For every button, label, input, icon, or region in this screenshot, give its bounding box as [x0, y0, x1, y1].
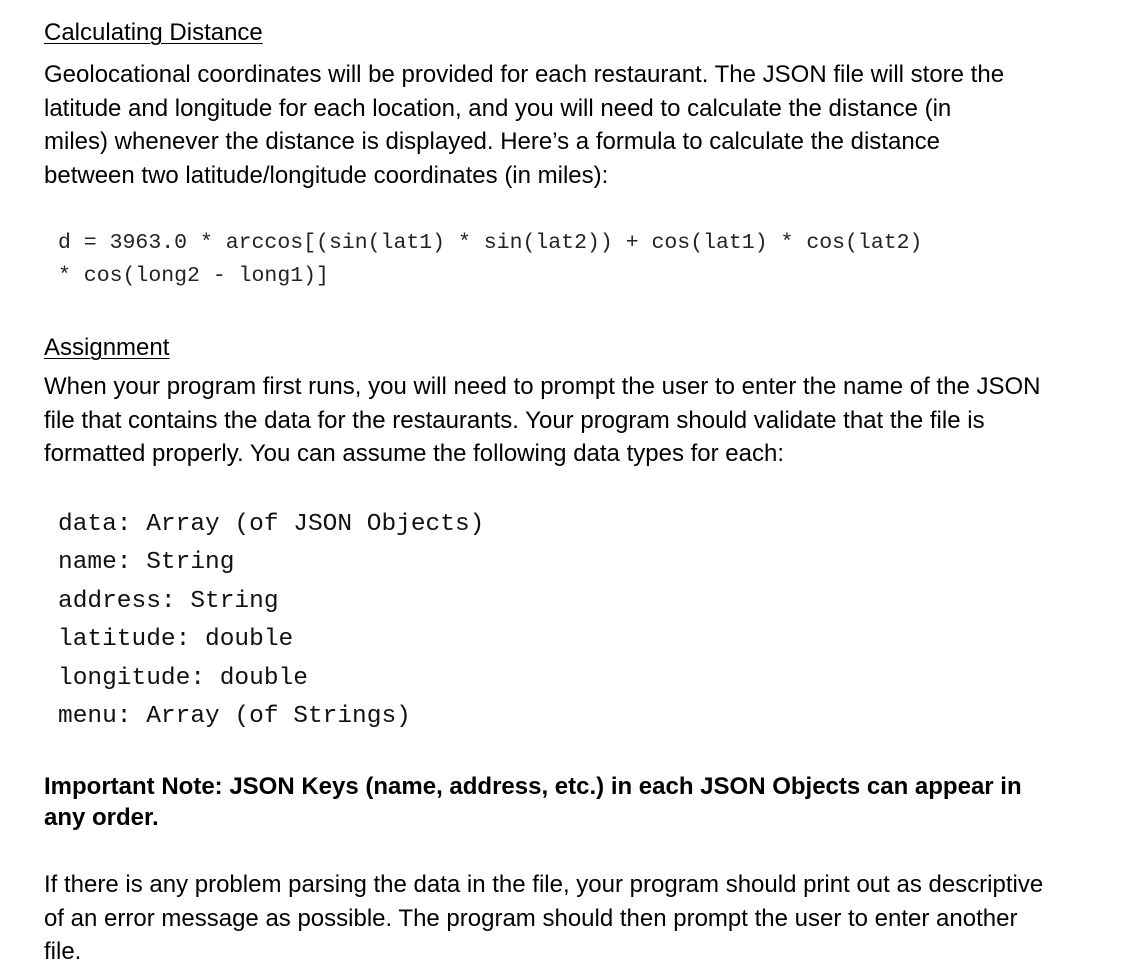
assignment-paragraph-line: When your program first runs, you will need to prompt the user to enter the name of the JSON: [44, 373, 1041, 400]
data-types-list: [44, 506, 1124, 738]
data-type-entry: longitude: double: [58, 664, 308, 692]
distance-formula: [44, 227, 1124, 293]
data-type-entry: name: String: [58, 549, 235, 577]
error-paragraph-line: of an error message as possible. The program should then prompt the user to enter another: [44, 904, 1018, 932]
formula-line: d = 3963.0 * arccos[(sin(lat1) * sin(lat2)) + cos(lat1) * cos(lat2): [58, 231, 923, 255]
assignment-heading: Assignment: [44, 334, 170, 361]
data-type-entry: latitude: double: [58, 626, 294, 654]
data-type-entry: data: Array (of JSON Objects): [58, 510, 485, 538]
error-paragraph-line: file.: [44, 938, 82, 966]
error-paragraph-line: If there is any problem parsing the data in the file, your program should print out as descriptive: [44, 871, 1044, 899]
assignment-paragraph-line: formatted properly. You can assume the following data types for each:: [44, 440, 784, 467]
important-note-line: Important Note: JSON Keys (name, address, etc.) in each JSON Objects can appear in: [44, 773, 1022, 801]
distance-paragraph-line: between two latitude/longitude coordinates (in miles):: [44, 161, 609, 189]
distance-paragraph-line: Geolocational coordinates will be provided for each restaurant. The JSON file will store the: [44, 61, 1005, 88]
data-type-entry: address: String: [58, 587, 279, 615]
calculating-distance-heading: Calculating Distance: [44, 19, 263, 46]
formula-line: * cos(long2 - long1)]: [58, 264, 329, 288]
assignment-paragraph-line: file that contains the data for the restaurants. Your program should validate that the file is: [44, 406, 985, 434]
distance-paragraph: [44, 58, 1124, 192]
error-handling-paragraph: [44, 868, 1124, 969]
distance-paragraph-line: miles) whenever the distance is displayed. Here’s a formula to calculate the distance: [44, 128, 941, 155]
assignment-paragraph: [44, 370, 1124, 471]
important-note: [44, 771, 1124, 833]
distance-paragraph-line: latitude and longitude for each location, and you will need to calculate the distance (in: [44, 94, 952, 122]
important-note-line: any order.: [44, 804, 159, 832]
data-type-entry: menu: Array (of Strings): [58, 703, 411, 731]
document-page: [44, 14, 1124, 969]
